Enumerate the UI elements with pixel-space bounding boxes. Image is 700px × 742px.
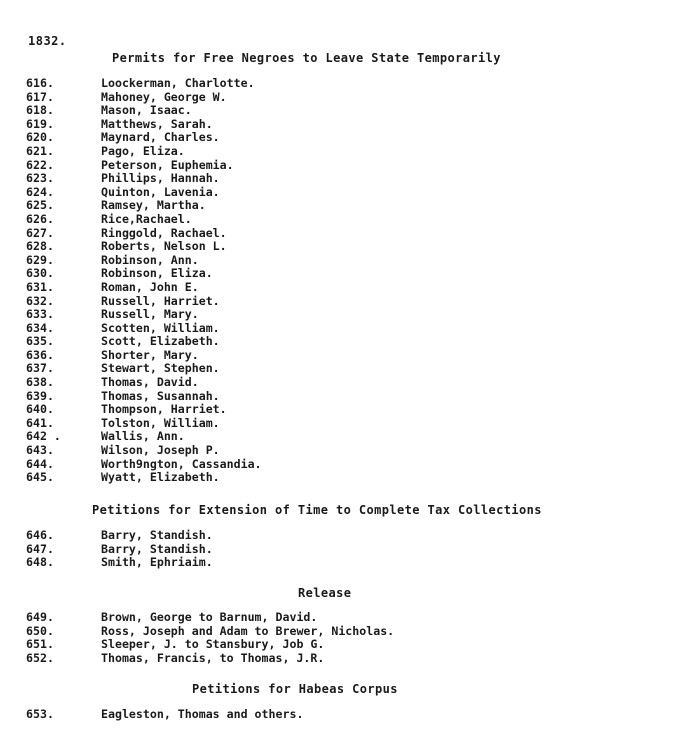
list-item [26, 471, 262, 485]
list-item [26, 308, 262, 322]
entry-number: 651. [26, 637, 54, 652]
entry-name: Ringgold, Rachael. [101, 225, 227, 240]
document-year: 1832. [28, 34, 67, 48]
list-item [26, 159, 262, 173]
entry-name: Thompson, Harriet. [101, 402, 227, 417]
entry-number: 619. [26, 116, 54, 131]
entry-list-habeas-corpus [26, 708, 303, 722]
list-item [26, 611, 394, 625]
entry-name: Sleeper, J. to Stansbury, Job G. [101, 637, 325, 652]
entry-number: 624. [26, 184, 54, 199]
entry-number: 649. [26, 610, 54, 624]
entry-name: Smith, Ephriaim. [101, 555, 213, 570]
entry-number: 631. [26, 279, 54, 294]
entry-number: 633. [26, 307, 54, 322]
list-item [26, 625, 394, 639]
list-item [26, 335, 262, 349]
entry-number: 617. [26, 89, 54, 104]
entry-name: Scotten, William. [101, 320, 220, 335]
list-item [26, 172, 262, 186]
entry-name: Roberts, Nelson L. [101, 239, 227, 254]
entry-number: 645. [26, 470, 54, 485]
list-item [26, 145, 262, 159]
entry-number: 632. [26, 293, 54, 308]
list-item [26, 227, 262, 241]
entry-number: 640. [26, 402, 54, 417]
list-item [26, 390, 262, 404]
entry-name: Worth9ngton, Cassandia. [101, 456, 262, 471]
entry-number: 643. [26, 443, 54, 458]
entry-number: 621. [26, 143, 54, 158]
entry-name: Ramsey, Martha. [101, 198, 206, 213]
entry-number: 638. [26, 375, 54, 390]
list-item [26, 77, 262, 91]
entry-name: Matthews, Sarah. [101, 116, 213, 131]
list-item [26, 131, 262, 145]
entry-number: 636. [26, 347, 54, 362]
list-item [26, 104, 262, 118]
entry-name: Tolston, William. [101, 415, 220, 430]
entry-list-release [26, 611, 394, 665]
entry-list-tax-collections [26, 529, 213, 570]
entry-number: 625. [26, 198, 54, 213]
list-item [26, 118, 262, 132]
entry-number: 647. [26, 541, 54, 556]
section-heading-tax-collections: Petitions for Extension of Time to Complete Tax Collections [92, 503, 542, 517]
entry-name: Wilson, Joseph P. [101, 443, 220, 458]
list-item [26, 349, 262, 363]
list-item [26, 556, 213, 570]
entry-name: Barry, Standish. [101, 541, 213, 556]
list-item [26, 267, 262, 281]
entry-number: 653. [26, 707, 54, 721]
entry-name: Rice,Rachael. [101, 211, 192, 226]
entry-name: Wallis, Ann. [101, 429, 185, 444]
entry-number: 652. [26, 650, 54, 665]
entry-name: Russell, Harriet. [101, 293, 220, 308]
list-item [26, 708, 303, 722]
entry-number: 620. [26, 130, 54, 145]
entry-list-permits [26, 77, 262, 485]
entry-name: Stewart, Stephen. [101, 361, 220, 376]
list-item [26, 281, 262, 295]
entry-name: Phillips, Hannah. [101, 171, 220, 186]
entry-number: 642 . [26, 429, 61, 444]
entry-name: Barry, Standish. [101, 528, 213, 542]
entry-number: 635. [26, 334, 54, 349]
list-item [26, 444, 262, 458]
list-item [26, 322, 262, 336]
entry-number: 637. [26, 361, 54, 376]
list-item [26, 254, 262, 268]
entry-name: Thomas, Susannah. [101, 388, 220, 403]
entry-name: Pago, Eliza. [101, 143, 185, 158]
entry-number: 634. [26, 320, 54, 335]
entry-name: Thomas, Francis, to Thomas, J.R. [101, 650, 325, 665]
entry-name: Wyatt, Elizabeth. [101, 470, 220, 485]
entry-number: 626. [26, 211, 54, 226]
list-item [26, 199, 262, 213]
entry-name: Robinson, Eliza. [101, 266, 213, 281]
list-item [26, 543, 213, 557]
entry-name: Scott, Elizabeth. [101, 334, 220, 349]
entry-number: 644. [26, 456, 54, 471]
list-item [26, 417, 262, 431]
section-heading-habeas-corpus: Petitions for Habeas Corpus [192, 682, 398, 696]
entry-number: 629. [26, 252, 54, 267]
list-item [26, 652, 394, 666]
section-heading-permits: Permits for Free Negroes to Leave State Temporarily [112, 51, 501, 65]
list-item [26, 295, 262, 309]
section-heading-release: Release [298, 586, 352, 600]
entry-name: Loockerman, Charlotte. [101, 76, 255, 90]
entry-number: 648. [26, 555, 54, 570]
entry-name: Russell, Mary. [101, 307, 199, 322]
list-item [26, 186, 262, 200]
entry-name: Mahoney, George W. [101, 89, 227, 104]
entry-number: 616. [26, 76, 54, 90]
entry-number: 627. [26, 225, 54, 240]
entry-number: 650. [26, 623, 54, 638]
entry-name: Thomas, David. [101, 375, 199, 390]
list-item [26, 458, 262, 472]
entry-number: 630. [26, 266, 54, 281]
entry-name: Peterson, Euphemia. [101, 157, 234, 172]
entry-number: 641. [26, 415, 54, 430]
list-item [26, 529, 213, 543]
entry-name: Mason, Isaac. [101, 103, 192, 118]
entry-name: Quinton, Lavenia. [101, 184, 220, 199]
entry-name: Shorter, Mary. [101, 347, 199, 362]
list-item [26, 213, 262, 227]
entry-name: Eagleston, Thomas and others. [101, 707, 304, 721]
entry-name: Maynard, Charles. [101, 130, 220, 145]
list-item [26, 430, 262, 444]
list-item [26, 91, 262, 105]
entry-name: Ross, Joseph and Adam to Brewer, Nicholas. [101, 623, 395, 638]
list-item [26, 362, 262, 376]
entry-number: 623. [26, 171, 54, 186]
entry-number: 622. [26, 157, 54, 172]
list-item [26, 376, 262, 390]
entry-name: Roman, John E. [101, 279, 199, 294]
entry-name: Robinson, Ann. [101, 252, 199, 267]
entry-number: 639. [26, 388, 54, 403]
list-item [26, 240, 262, 254]
entry-number: 628. [26, 239, 54, 254]
entry-name: Brown, George to Barnum, David. [101, 610, 318, 624]
list-item [26, 403, 262, 417]
entry-number: 646. [26, 528, 54, 542]
entry-number: 618. [26, 103, 54, 118]
list-item [26, 638, 394, 652]
